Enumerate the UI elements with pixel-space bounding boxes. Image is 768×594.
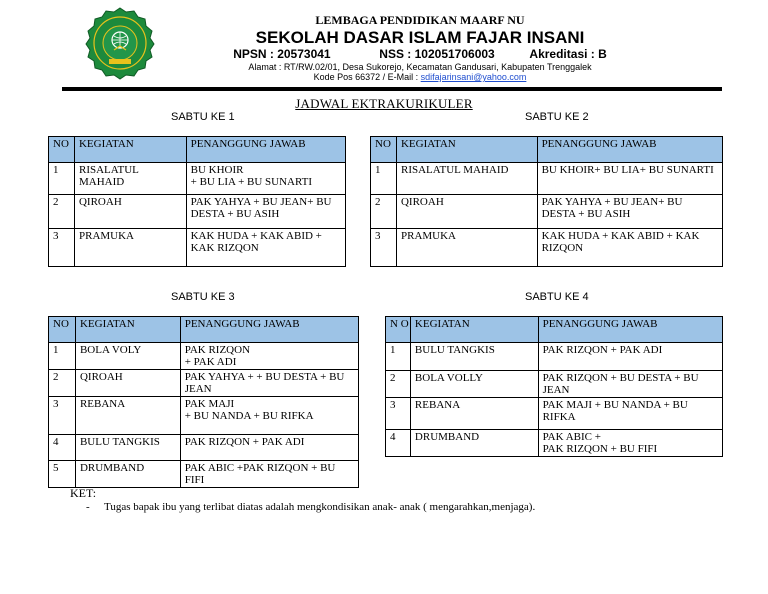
table-row <box>49 163 346 195</box>
cell-no: 3 <box>371 229 397 267</box>
table-row <box>386 371 723 398</box>
cell-kegiatan: QIROAH <box>396 195 537 229</box>
cell-kegiatan: BULU TANGKIS <box>410 343 538 371</box>
cell-kegiatan: BULU TANGKIS <box>75 435 180 461</box>
cell-kegiatan: RISALATUL MAHAID <box>396 163 537 195</box>
postal-line <box>170 72 670 82</box>
col-kegiatan: KEGIATAN <box>75 317 180 343</box>
npsn-number: NPSN : 20573041 <box>233 47 331 61</box>
table-row <box>49 435 359 461</box>
col-pj: PENANGGUNG JAWAB <box>186 137 345 163</box>
table-heading-sabtu-4: SABTU KE 4 <box>525 291 589 303</box>
cell-pj: KAK HUDA + KAK ABID + KAK RIZQON <box>186 229 345 267</box>
col-kegiatan: KEGIATAN <box>396 137 537 163</box>
ket-label: KET: <box>70 486 97 500</box>
cell-pj: PAK MAJI + BU NANDA + BU RIFKA <box>180 397 358 435</box>
cell-pj: PAK RIZQON + PAK ADI <box>180 343 358 370</box>
col-pj: PENANGGUNG JAWAB <box>538 317 722 343</box>
cell-pj: PAK YAHYA + BU JEAN+ BU DESTA + BU ASIH <box>186 195 345 229</box>
cell-no: 1 <box>371 163 397 195</box>
header-divider <box>62 87 722 91</box>
table-row <box>49 229 346 267</box>
cell-pj: PAK RIZQON + PAK ADI <box>538 343 722 371</box>
cell-pj: PAK MAJI + BU NANDA + BU RIFKA <box>538 398 722 430</box>
page-title: JADWAL EKTRAKURIKULER <box>295 96 473 111</box>
table-header-row <box>49 137 346 163</box>
cell-kegiatan: REBANA <box>410 398 538 430</box>
cell-kegiatan: RISALATUL MAHAID <box>74 163 186 195</box>
cell-no: 3 <box>386 398 411 430</box>
cell-no: 1 <box>386 343 411 371</box>
cell-kegiatan: DRUMBAND <box>410 430 538 457</box>
schedule-table-sabtu-3 <box>48 316 359 488</box>
table-row <box>386 343 723 371</box>
cell-pj: PAK RIZQON + BU DESTA + BU JEAN <box>538 371 722 398</box>
col-pj: PENANGGUNG JAWAB <box>180 317 358 343</box>
table-row <box>371 229 723 267</box>
cell-kegiatan: QIROAH <box>74 195 186 229</box>
cell-pj: BU KHOIR + BU LIA + BU SUNARTI <box>186 163 345 195</box>
institution-name: LEMBAGA PENDIDIKAN MAARF NU <box>315 13 525 27</box>
table-row <box>49 461 359 488</box>
table-row <box>386 430 723 457</box>
table-heading-sabtu-3: SABTU KE 3 <box>171 291 235 303</box>
cell-kegiatan: QIROAH <box>75 370 180 397</box>
col-no: NO <box>49 137 75 163</box>
cell-no: 3 <box>49 397 76 435</box>
table-header-row <box>49 317 359 343</box>
schedule-table-sabtu-1 <box>48 136 346 267</box>
col-kegiatan: KEGIATAN <box>410 317 538 343</box>
table-row <box>386 398 723 430</box>
cell-no: 2 <box>371 195 397 229</box>
cell-pj: PAK ABIC + PAK RIZQON + BU FIFI <box>538 430 722 457</box>
col-no: N O <box>386 317 411 343</box>
postal-code: Kode Pos 66372 / E-Mail : <box>313 72 421 82</box>
cell-pj: PAK YAHYA + BU JEAN+ BU DESTA + BU ASIH <box>537 195 722 229</box>
table-header-row <box>371 137 723 163</box>
cell-pj: BU KHOIR+ BU LIA+ BU SUNARTI <box>537 163 722 195</box>
cell-no: 4 <box>386 430 411 457</box>
cell-kegiatan: BOLA VOLLY <box>410 371 538 398</box>
col-pj: PENANGGUNG JAWAB <box>537 137 722 163</box>
cell-no: 2 <box>49 195 75 229</box>
note-text: Tugas bapak ibu yang terlibat diatas adalah mengkondisikan anak- anak ( mengarahkan,menjaga). <box>104 501 536 513</box>
col-no: NO <box>371 137 397 163</box>
email-link[interactable]: sdifajarinsani@yahoo.com <box>420 72 527 82</box>
col-no: NO <box>49 317 76 343</box>
cell-kegiatan: REBANA <box>75 397 180 435</box>
cell-pj: PAK YAHYA + + BU DESTA + BU JEAN <box>180 370 358 397</box>
cell-no: 3 <box>49 229 75 267</box>
cell-no: 2 <box>49 370 76 397</box>
cell-kegiatan: PRAMUKA <box>74 229 186 267</box>
table-row <box>49 397 359 435</box>
table-row <box>371 163 723 195</box>
cell-no: 5 <box>49 461 76 488</box>
note-item <box>86 501 535 513</box>
nss-number: NSS : 102051706003 <box>379 47 495 61</box>
cell-kegiatan: PRAMUKA <box>396 229 537 267</box>
school-logo <box>84 6 156 80</box>
cell-kegiatan: DRUMBAND <box>75 461 180 488</box>
table-header-row <box>386 317 723 343</box>
table-row <box>49 195 346 229</box>
cell-pj: PAK RIZQON + PAK ADI <box>180 435 358 461</box>
school-identifiers <box>170 47 670 61</box>
table-row <box>49 370 359 397</box>
table-heading-sabtu-1: SABTU KE 1 <box>171 111 235 123</box>
cell-pj: PAK ABIC +PAK RIZQON + BU FIFI <box>180 461 358 488</box>
school-name: SEKOLAH DASAR ISLAM FAJAR INSANI <box>255 28 585 47</box>
schedule-table-sabtu-2 <box>370 136 723 267</box>
col-kegiatan: KEGIATAN <box>74 137 186 163</box>
table-heading-sabtu-2: SABTU KE 2 <box>525 111 589 123</box>
table-row <box>371 195 723 229</box>
cell-no: 2 <box>386 371 411 398</box>
schedule-table-sabtu-4 <box>385 316 723 457</box>
table-row <box>49 343 359 370</box>
cell-kegiatan: BOLA VOLY <box>75 343 180 370</box>
school-address: Alamat : RT/RW.02/01, Desa Sukorejo, Kecamatan Gandusari, Kabupaten Trenggalek <box>248 62 592 72</box>
accreditation: Akreditasi : B <box>529 47 607 61</box>
cell-pj: KAK HUDA + KAK ABID + KAK RIZQON <box>537 229 722 267</box>
note-bullet: - <box>86 501 90 513</box>
cell-no: 4 <box>49 435 76 461</box>
cell-no: 1 <box>49 343 76 370</box>
cell-no: 1 <box>49 163 75 195</box>
